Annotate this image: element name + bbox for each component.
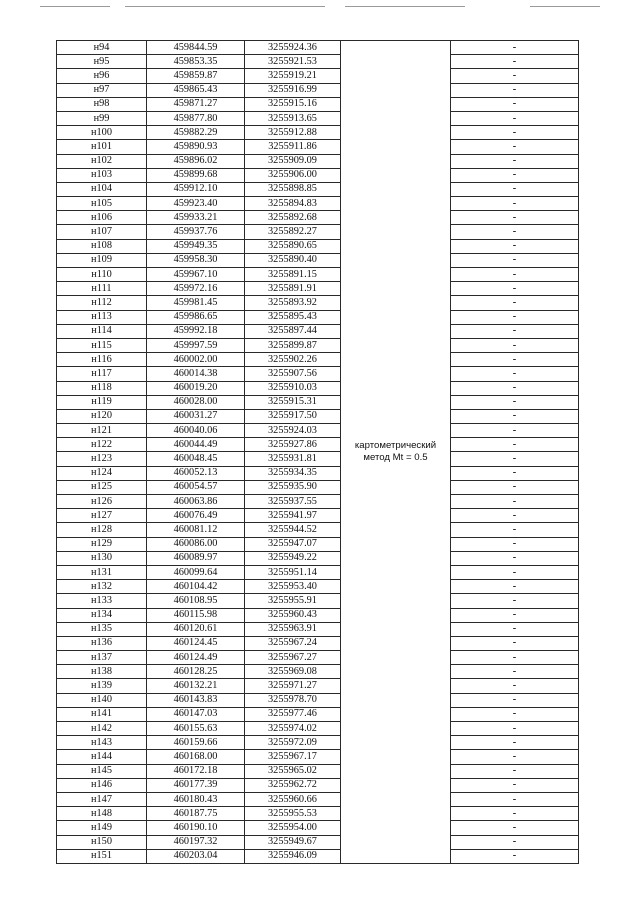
y-coordinate-cell: 3255890.65	[245, 239, 341, 253]
mark-cell: -	[451, 296, 579, 310]
x-coordinate-cell: 460143.83	[147, 693, 245, 707]
y-coordinate-cell: 3255949.67	[245, 835, 341, 849]
x-coordinate-cell: 460197.32	[147, 835, 245, 849]
x-coordinate-cell: 459949.35	[147, 239, 245, 253]
point-cell: н141	[57, 707, 147, 721]
mark-cell: -	[451, 750, 579, 764]
y-coordinate-cell: 3255916.99	[245, 83, 341, 97]
mark-cell: -	[451, 310, 579, 324]
mark-cell: -	[451, 849, 579, 863]
x-coordinate-cell: 459899.68	[147, 168, 245, 182]
table-row	[57, 778, 579, 792]
table-row	[57, 551, 579, 565]
scan-artifact-line	[530, 6, 600, 7]
table-row	[57, 55, 579, 69]
y-coordinate-cell: 3255955.53	[245, 807, 341, 821]
x-coordinate-cell: 459871.27	[147, 97, 245, 111]
mark-cell: -	[451, 197, 579, 211]
coordinates-table	[56, 40, 579, 864]
point-cell: н142	[57, 722, 147, 736]
point-cell: н136	[57, 636, 147, 650]
table-row	[57, 168, 579, 182]
y-coordinate-cell: 3255909.09	[245, 154, 341, 168]
mark-cell: -	[451, 707, 579, 721]
y-coordinate-cell: 3255924.36	[245, 41, 341, 55]
y-coordinate-cell: 3255960.43	[245, 608, 341, 622]
point-cell: н128	[57, 523, 147, 537]
y-coordinate-cell: 3255969.08	[245, 665, 341, 679]
point-cell: н110	[57, 268, 147, 282]
y-coordinate-cell: 3255895.43	[245, 310, 341, 324]
y-coordinate-cell: 3255949.22	[245, 551, 341, 565]
x-coordinate-cell: 460076.49	[147, 509, 245, 523]
y-coordinate-cell: 3255898.85	[245, 182, 341, 196]
mark-cell: -	[451, 367, 579, 381]
mark-cell: -	[451, 693, 579, 707]
point-cell: н96	[57, 69, 147, 83]
point-cell: н103	[57, 168, 147, 182]
mark-cell: -	[451, 69, 579, 83]
table-row	[57, 849, 579, 863]
point-cell: н130	[57, 551, 147, 565]
point-cell: н98	[57, 97, 147, 111]
point-cell: н104	[57, 182, 147, 196]
x-coordinate-cell: 460048.45	[147, 452, 245, 466]
scan-artifact-line	[125, 6, 325, 7]
point-cell: н120	[57, 409, 147, 423]
x-coordinate-cell: 459844.59	[147, 41, 245, 55]
mark-cell: -	[451, 608, 579, 622]
table-row	[57, 126, 579, 140]
point-cell: н113	[57, 310, 147, 324]
mark-cell: -	[451, 140, 579, 154]
point-cell: н100	[57, 126, 147, 140]
point-cell: н122	[57, 438, 147, 452]
mark-cell: -	[451, 253, 579, 267]
mark-cell: -	[451, 651, 579, 665]
y-coordinate-cell: 3255921.53	[245, 55, 341, 69]
y-coordinate-cell: 3255955.91	[245, 594, 341, 608]
x-coordinate-cell: 459882.29	[147, 126, 245, 140]
x-coordinate-cell: 459859.87	[147, 69, 245, 83]
table-row	[57, 83, 579, 97]
table-row	[57, 565, 579, 579]
point-cell: н135	[57, 622, 147, 636]
point-cell: н105	[57, 197, 147, 211]
point-cell: н133	[57, 594, 147, 608]
y-coordinate-cell: 3255937.55	[245, 495, 341, 509]
x-coordinate-cell: 460155.63	[147, 722, 245, 736]
table-row	[57, 140, 579, 154]
y-coordinate-cell: 3255915.31	[245, 395, 341, 409]
table-row	[57, 594, 579, 608]
table-row	[57, 296, 579, 310]
y-coordinate-cell: 3255963.91	[245, 622, 341, 636]
y-coordinate-cell: 3255906.00	[245, 168, 341, 182]
mark-cell: -	[451, 409, 579, 423]
x-coordinate-cell: 460099.64	[147, 565, 245, 579]
y-coordinate-cell: 3255967.17	[245, 750, 341, 764]
mark-cell: -	[451, 480, 579, 494]
mark-cell: -	[451, 537, 579, 551]
mark-cell: -	[451, 807, 579, 821]
point-cell: н151	[57, 849, 147, 863]
table-row	[57, 750, 579, 764]
method-cell: картометрический метод Mt = 0.5	[341, 41, 451, 864]
point-cell: н146	[57, 778, 147, 792]
table-row	[57, 495, 579, 509]
table-row	[57, 693, 579, 707]
x-coordinate-cell: 460081.12	[147, 523, 245, 537]
point-cell: н124	[57, 466, 147, 480]
x-coordinate-cell: 460177.39	[147, 778, 245, 792]
mark-cell: -	[451, 438, 579, 452]
x-coordinate-cell: 460124.45	[147, 636, 245, 650]
mark-cell: -	[451, 466, 579, 480]
table-row	[57, 580, 579, 594]
table-row	[57, 835, 579, 849]
y-coordinate-cell: 3255912.88	[245, 126, 341, 140]
table-row	[57, 282, 579, 296]
x-coordinate-cell: 459986.65	[147, 310, 245, 324]
y-coordinate-cell: 3255890.40	[245, 253, 341, 267]
mark-cell: -	[451, 821, 579, 835]
mark-cell: -	[451, 282, 579, 296]
x-coordinate-cell: 460115.98	[147, 608, 245, 622]
point-cell: н108	[57, 239, 147, 253]
y-coordinate-cell: 3255899.87	[245, 338, 341, 352]
table-row	[57, 381, 579, 395]
mark-cell: -	[451, 764, 579, 778]
table-row	[57, 722, 579, 736]
table-row	[57, 225, 579, 239]
y-coordinate-cell: 3255941.97	[245, 509, 341, 523]
y-coordinate-cell: 3255917.50	[245, 409, 341, 423]
mark-cell: -	[451, 41, 579, 55]
mark-cell: -	[451, 424, 579, 438]
mark-cell: -	[451, 580, 579, 594]
mark-cell: -	[451, 835, 579, 849]
x-coordinate-cell: 460108.95	[147, 594, 245, 608]
mark-cell: -	[451, 211, 579, 225]
point-cell: н119	[57, 395, 147, 409]
x-coordinate-cell: 460132.21	[147, 679, 245, 693]
table-row	[57, 367, 579, 381]
table-row	[57, 438, 579, 452]
y-coordinate-cell: 3255954.00	[245, 821, 341, 835]
table-row	[57, 636, 579, 650]
mark-cell: -	[451, 111, 579, 125]
x-coordinate-cell: 460120.61	[147, 622, 245, 636]
point-cell: н115	[57, 338, 147, 352]
x-coordinate-cell: 459923.40	[147, 197, 245, 211]
point-cell: н111	[57, 282, 147, 296]
table-row	[57, 409, 579, 423]
x-coordinate-cell: 459967.10	[147, 268, 245, 282]
table-row	[57, 764, 579, 778]
y-coordinate-cell: 3255931.81	[245, 452, 341, 466]
point-cell: н114	[57, 324, 147, 338]
mark-cell: -	[451, 636, 579, 650]
y-coordinate-cell: 3255892.27	[245, 225, 341, 239]
y-coordinate-cell: 3255919.21	[245, 69, 341, 83]
y-coordinate-cell: 3255897.44	[245, 324, 341, 338]
y-coordinate-cell: 3255902.26	[245, 353, 341, 367]
x-coordinate-cell: 460159.66	[147, 736, 245, 750]
table-row	[57, 665, 579, 679]
y-coordinate-cell: 3255972.09	[245, 736, 341, 750]
point-cell: н95	[57, 55, 147, 69]
y-coordinate-cell: 3255891.15	[245, 268, 341, 282]
mark-cell: -	[451, 778, 579, 792]
x-coordinate-cell: 460203.04	[147, 849, 245, 863]
mark-cell: -	[451, 239, 579, 253]
table-row	[57, 651, 579, 665]
point-cell: н127	[57, 509, 147, 523]
x-coordinate-cell: 459896.02	[147, 154, 245, 168]
mark-cell: -	[451, 523, 579, 537]
y-coordinate-cell: 3255893.92	[245, 296, 341, 310]
y-coordinate-cell: 3255951.14	[245, 565, 341, 579]
point-cell: н139	[57, 679, 147, 693]
point-cell: н137	[57, 651, 147, 665]
y-coordinate-cell: 3255891.91	[245, 282, 341, 296]
point-cell: н99	[57, 111, 147, 125]
y-coordinate-cell: 3255960.66	[245, 792, 341, 806]
y-coordinate-cell: 3255978.70	[245, 693, 341, 707]
x-coordinate-cell: 459853.35	[147, 55, 245, 69]
mark-cell: -	[451, 154, 579, 168]
mark-cell: -	[451, 324, 579, 338]
scan-artifact-line	[40, 6, 110, 7]
mark-cell: -	[451, 168, 579, 182]
point-cell: н106	[57, 211, 147, 225]
x-coordinate-cell: 460044.49	[147, 438, 245, 452]
point-cell: н147	[57, 792, 147, 806]
point-cell: н112	[57, 296, 147, 310]
y-coordinate-cell: 3255913.65	[245, 111, 341, 125]
point-cell: н116	[57, 353, 147, 367]
x-coordinate-cell: 459997.59	[147, 338, 245, 352]
mark-cell: -	[451, 338, 579, 352]
x-coordinate-cell: 459972.16	[147, 282, 245, 296]
y-coordinate-cell: 3255915.16	[245, 97, 341, 111]
x-coordinate-cell: 459877.80	[147, 111, 245, 125]
point-cell: н144	[57, 750, 147, 764]
point-cell: н125	[57, 480, 147, 494]
table-row	[57, 197, 579, 211]
y-coordinate-cell: 3255907.56	[245, 367, 341, 381]
point-cell: н150	[57, 835, 147, 849]
point-cell: н123	[57, 452, 147, 466]
mark-cell: -	[451, 55, 579, 69]
y-coordinate-cell: 3255965.02	[245, 764, 341, 778]
y-coordinate-cell: 3255947.07	[245, 537, 341, 551]
y-coordinate-cell: 3255935.90	[245, 480, 341, 494]
mark-cell: -	[451, 665, 579, 679]
mark-cell: -	[451, 509, 579, 523]
mark-cell: -	[451, 395, 579, 409]
y-coordinate-cell: 3255962.72	[245, 778, 341, 792]
point-cell: н97	[57, 83, 147, 97]
y-coordinate-cell: 3255974.02	[245, 722, 341, 736]
table-row	[57, 239, 579, 253]
table-row	[57, 97, 579, 111]
table-row	[57, 480, 579, 494]
table-row	[57, 466, 579, 480]
x-coordinate-cell: 460086.00	[147, 537, 245, 551]
x-coordinate-cell: 460089.97	[147, 551, 245, 565]
point-cell: н131	[57, 565, 147, 579]
x-coordinate-cell: 459865.43	[147, 83, 245, 97]
table-row	[57, 537, 579, 551]
y-coordinate-cell: 3255977.46	[245, 707, 341, 721]
point-cell: н126	[57, 495, 147, 509]
table-row	[57, 395, 579, 409]
y-coordinate-cell: 3255927.86	[245, 438, 341, 452]
point-cell: н94	[57, 41, 147, 55]
point-cell: н148	[57, 807, 147, 821]
y-coordinate-cell: 3255944.52	[245, 523, 341, 537]
x-coordinate-cell: 460104.42	[147, 580, 245, 594]
x-coordinate-cell: 460124.49	[147, 651, 245, 665]
x-coordinate-cell: 460168.00	[147, 750, 245, 764]
y-coordinate-cell: 3255967.24	[245, 636, 341, 650]
mark-cell: -	[451, 792, 579, 806]
point-cell: н107	[57, 225, 147, 239]
table-row	[57, 268, 579, 282]
mark-cell: -	[451, 225, 579, 239]
table-row	[57, 707, 579, 721]
mark-cell: -	[451, 182, 579, 196]
point-cell: н102	[57, 154, 147, 168]
table-row	[57, 338, 579, 352]
x-coordinate-cell: 460031.27	[147, 409, 245, 423]
point-cell: н121	[57, 424, 147, 438]
mark-cell: -	[451, 679, 579, 693]
table-row	[57, 111, 579, 125]
table-row	[57, 679, 579, 693]
point-cell: н134	[57, 608, 147, 622]
mark-cell: -	[451, 381, 579, 395]
table-row	[57, 182, 579, 196]
mark-cell: -	[451, 594, 579, 608]
y-coordinate-cell: 3255934.35	[245, 466, 341, 480]
scan-artifact-line	[345, 6, 465, 7]
x-coordinate-cell: 459912.10	[147, 182, 245, 196]
table-row	[57, 154, 579, 168]
x-coordinate-cell: 459933.21	[147, 211, 245, 225]
mark-cell: -	[451, 452, 579, 466]
y-coordinate-cell: 3255892.68	[245, 211, 341, 225]
point-cell: н149	[57, 821, 147, 835]
x-coordinate-cell: 459937.76	[147, 225, 245, 239]
x-coordinate-cell: 460054.57	[147, 480, 245, 494]
mark-cell: -	[451, 736, 579, 750]
x-coordinate-cell: 460019.20	[147, 381, 245, 395]
table-row	[57, 523, 579, 537]
table-row	[57, 622, 579, 636]
y-coordinate-cell: 3255953.40	[245, 580, 341, 594]
mark-cell: -	[451, 565, 579, 579]
table-row	[57, 792, 579, 806]
x-coordinate-cell: 460172.18	[147, 764, 245, 778]
x-coordinate-cell: 460147.03	[147, 707, 245, 721]
table-row	[57, 807, 579, 821]
table-row	[57, 608, 579, 622]
y-coordinate-cell: 3255911.86	[245, 140, 341, 154]
table-row	[57, 310, 579, 324]
mark-cell: -	[451, 551, 579, 565]
table-row	[57, 452, 579, 466]
x-coordinate-cell: 460190.10	[147, 821, 245, 835]
x-coordinate-cell: 460187.75	[147, 807, 245, 821]
x-coordinate-cell: 459958.30	[147, 253, 245, 267]
table-row	[57, 821, 579, 835]
point-cell: н138	[57, 665, 147, 679]
mark-cell: -	[451, 622, 579, 636]
table-row	[57, 41, 579, 55]
point-cell: н101	[57, 140, 147, 154]
x-coordinate-cell: 460052.13	[147, 466, 245, 480]
y-coordinate-cell: 3255894.83	[245, 197, 341, 211]
y-coordinate-cell: 3255946.09	[245, 849, 341, 863]
x-coordinate-cell: 460014.38	[147, 367, 245, 381]
mark-cell: -	[451, 83, 579, 97]
table-row	[57, 353, 579, 367]
point-cell: н129	[57, 537, 147, 551]
x-coordinate-cell: 460180.43	[147, 792, 245, 806]
mark-cell: -	[451, 126, 579, 140]
x-coordinate-cell: 459890.93	[147, 140, 245, 154]
x-coordinate-cell: 459992.18	[147, 324, 245, 338]
x-coordinate-cell: 460002.00	[147, 353, 245, 367]
point-cell: н118	[57, 381, 147, 395]
x-coordinate-cell: 459981.45	[147, 296, 245, 310]
mark-cell: -	[451, 268, 579, 282]
table-row	[57, 69, 579, 83]
point-cell: н117	[57, 367, 147, 381]
table-row	[57, 253, 579, 267]
point-cell: н143	[57, 736, 147, 750]
point-cell: н132	[57, 580, 147, 594]
x-coordinate-cell: 460063.86	[147, 495, 245, 509]
mark-cell: -	[451, 495, 579, 509]
y-coordinate-cell: 3255910.03	[245, 381, 341, 395]
y-coordinate-cell: 3255971.27	[245, 679, 341, 693]
mark-cell: -	[451, 722, 579, 736]
mark-cell: -	[451, 97, 579, 111]
y-coordinate-cell: 3255924.03	[245, 424, 341, 438]
mark-cell: -	[451, 353, 579, 367]
x-coordinate-cell: 460128.25	[147, 665, 245, 679]
point-cell: н109	[57, 253, 147, 267]
table-row	[57, 424, 579, 438]
table-row	[57, 736, 579, 750]
point-cell: н140	[57, 693, 147, 707]
point-cell: н145	[57, 764, 147, 778]
table-row	[57, 509, 579, 523]
table-row	[57, 324, 579, 338]
x-coordinate-cell: 460040.06	[147, 424, 245, 438]
y-coordinate-cell: 3255967.27	[245, 651, 341, 665]
table-row	[57, 211, 579, 225]
coordinates-table-body	[57, 41, 579, 864]
x-coordinate-cell: 460028.00	[147, 395, 245, 409]
